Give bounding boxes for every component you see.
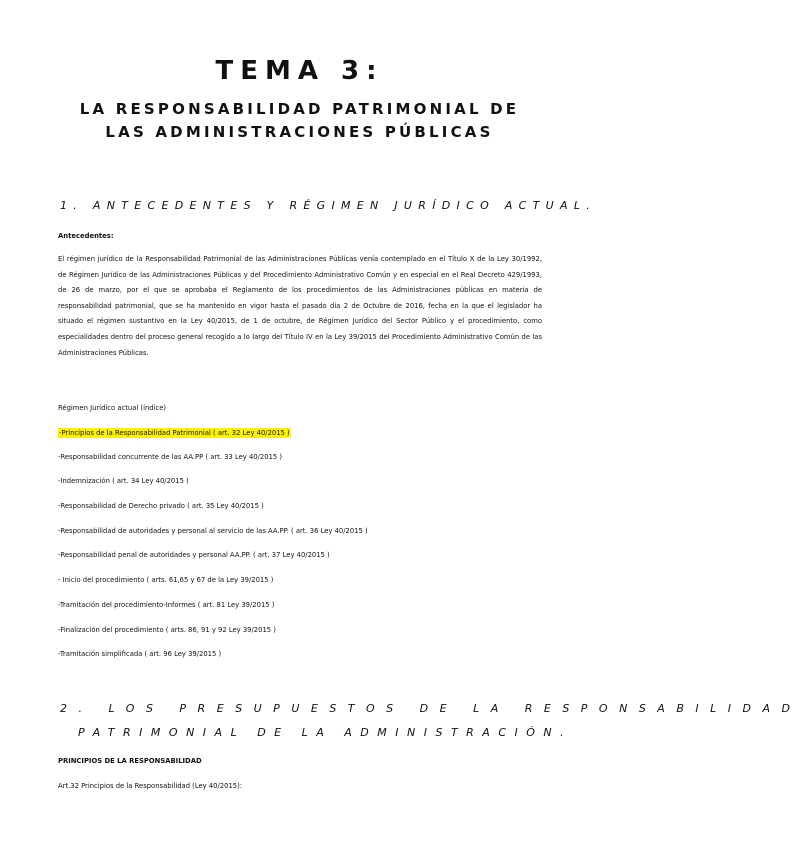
index-item: -Tramitación simplificada ( art. 96 Ley 39/2015 ) — [58, 650, 222, 658]
page-title: TEMA 3: — [215, 56, 384, 86]
index-item — [58, 429, 291, 437]
section-2-subheading: PRINCIPIOS DE LA RESPONSABILIDAD — [58, 757, 202, 765]
section-2-heading-line-2: PATRIMONIAL DE LA ADMINISTRACIÓN. — [78, 726, 573, 739]
article-line: Art.32 Principios de la Responsabilidad (Ley 40/2015): — [58, 782, 243, 790]
index-item: -Responsabilidad de autoridades y personal al servicio de las AA.PP. ( art. 36 Ley 40/2015 ) — [58, 527, 368, 535]
index-item: -Tramitación del procedimiento-Informes ( art. 81 Ley 39/2015 ) — [58, 601, 275, 609]
index-item: -Responsabilidad penal de autoridades y personal AA.PP. ( art. 37 Ley 40/2015 ) — [58, 551, 330, 559]
index-item: - Inicio del procedimiento ( arts. 61,65 y 67 de la Ley 39/2015 ) — [58, 576, 274, 584]
index-label: Régimen Jurídico actual (índice) — [58, 404, 167, 412]
index-item: -Indemnización ( art. 34 Ley 40/2015 ) — [58, 477, 189, 485]
section-2-heading-line-1: 2. LOS PRESUPUESTOS DE LA RESPONSABILIDAD — [60, 702, 801, 715]
subtitle-line-2: LAS ADMINISTRACIONES PÚBLICAS — [105, 123, 494, 141]
section-1-heading: 1. ANTECEDENTES Y RÉGIMEN JURÍDICO ACTUAL. — [60, 199, 597, 212]
index-item: -Finalización del procedimiento ( arts. 86, 91 y 92 Ley 39/2015 ) — [58, 626, 276, 634]
subtitle-line-1: LA RESPONSABILIDAD PATRIMONIAL DE — [79, 100, 520, 118]
index-item: -Responsabilidad concurrente de las AA.PP ( art. 33 Ley 40/2015 ) — [58, 453, 283, 461]
index-item: -Responsabilidad de Derecho privado ( art. 35 Ley 40/2015 ) — [58, 502, 264, 510]
antecedentes-paragraph: El régimen jurídico de la Responsabilidad Patrimonial de las Administraciones Públicas venía contemplado en el Título X de la Ley 30/1992, de Régimen Jurídico de las Administraciones Públicas y del Procedimiento Administrativo Común y en especial en el Real Decreto 429/1993, de 26 de marzo, por el que se aprobaba el Reglamento de los procedimientos de las Administraciones públicas en materia de responsabilidad patrimonial, que se ha mantenido en vigor hasta el pasado día 2 de Octubre de 2016, fecha en la que el legislador ha situado el régimen sustantivo en la Ley 40/2015, de 1 de octubre, de Régimen Jurídico del Sector Público y el procedimiento, como especialidades dentro del proceso general recogido a lo largo del Título IV en la Ley 39/2015 del Procedimiento Administrativo Común de las Administraciones Públicas. — [58, 255, 542, 357]
antecedentes-label: Antecedentes: — [58, 232, 114, 240]
highlighted-index-item: -Principios de la Responsabilidad Patrimonial ( art. 32 Ley 40/2015 ) — [59, 429, 290, 437]
